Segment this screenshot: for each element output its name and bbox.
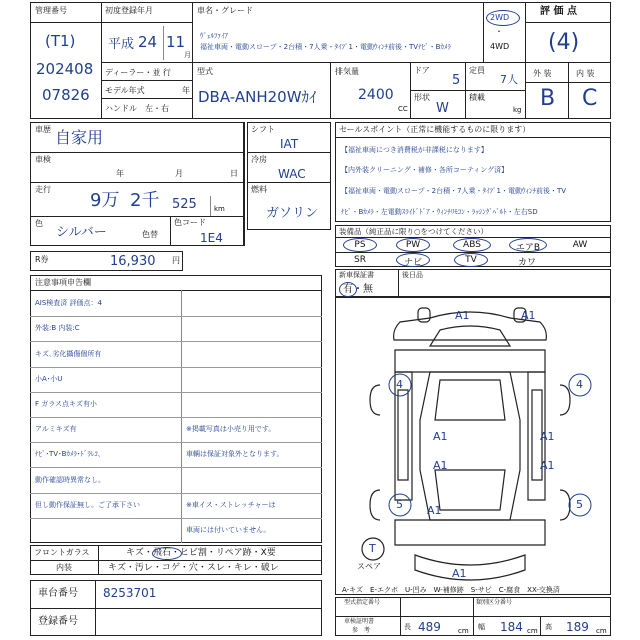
color-change-label: 色替 [142, 230, 158, 239]
dim-label-1: 型式指定番号 [344, 599, 381, 606]
reg-number-label: 登録番号 [38, 616, 78, 627]
type-label: 型式 [197, 67, 213, 76]
int-value: C [582, 86, 598, 111]
mgmt-num1: 202408 [36, 60, 94, 78]
note-line: アルミキズ有 [35, 425, 77, 434]
mileage-sen: 2千 [130, 190, 160, 211]
load-label: 積載 [469, 93, 485, 102]
mileage-label: 走行 [35, 185, 51, 194]
door-value: 5 [452, 73, 461, 88]
dealer-label: ディーラー・並 行 [105, 68, 171, 77]
dim-height-label: 高 [545, 623, 552, 631]
model-year-label: モデル年式 [105, 86, 145, 95]
dim-label-4: 参 考 [352, 627, 371, 634]
shaken-day: 日 [230, 169, 238, 178]
shape-value: W [436, 101, 449, 116]
mark-5: A1 [433, 430, 448, 443]
mark-12: A1 [452, 567, 467, 580]
mileage-man: 9万 [90, 190, 120, 211]
glass-interior-value: キズ・汚レ・コゲ・穴・スレ・キレ・破レ [108, 563, 279, 573]
mark-11: A1 [427, 504, 442, 517]
fuel-label: 燃料 [251, 185, 267, 194]
dim-len-label: 長 [404, 623, 411, 631]
color-code-label: 色コード [174, 218, 206, 227]
note-right-line: 車輌は保証対象外となります。 [186, 450, 284, 459]
handle-label: ハンドル 左・右 [105, 104, 169, 113]
sales-title: セールスポイント（正常に機能するものに限ります） [339, 125, 531, 134]
name-line1: ｳﾞｪﾙﾌｧｲｱ [200, 32, 228, 40]
note-line: F ガラス点キズ有小 [35, 400, 97, 408]
shape-label: 形状 [414, 93, 430, 102]
ac-value: WAC [278, 167, 306, 181]
eq-airbag: エアB [515, 243, 541, 253]
recycle-label: R券 [35, 255, 49, 264]
eq-pw: PW [405, 240, 421, 250]
displacement-label: 排気量 [335, 67, 359, 76]
dim-label-3: 車検証明書 [344, 618, 375, 625]
shaken-label: 車検 [35, 155, 51, 164]
dim-height-unit: cm [596, 627, 607, 635]
note-line: 外装:B 内装:C [35, 324, 80, 333]
spare-text: スペア [357, 562, 381, 571]
glass-front-value: キズ・飛石・ヒビ割・リペア跡・X要 [126, 548, 276, 558]
mileage-unit: km [214, 205, 225, 213]
mark-6: A1 [540, 430, 555, 443]
score-label: 評 価 点 [540, 6, 577, 17]
mark-2: A1 [521, 309, 536, 322]
shaken-month: 月 [175, 169, 183, 178]
usage-value: 自家用 [55, 128, 104, 147]
eq-abs: ABS [463, 240, 481, 250]
sales-line1: 【福祉車両につき消費税が非課税になります】 [341, 146, 488, 154]
mark-8: A1 [540, 459, 555, 472]
note-line: 小A･小U [35, 374, 63, 383]
mileage-rest: 525 [172, 197, 197, 212]
note-line: AIS検査済 評価点：4 [35, 299, 102, 308]
mark-7: A1 [433, 459, 448, 472]
name-line2: 福祉車両・電動スロープ・2台積・7人乗・ﾀｲﾌﾟ1・電動ｳｨﾝﾁ前後・TVﾅﾋﾞ・Bｶﾒﾗ [200, 43, 451, 51]
note-line: ﾅﾋﾞ･TV･Bｶﾒﾗ･ﾄﾞﾗﾚｺ､ [35, 450, 102, 459]
eq-ps: PS [354, 240, 366, 250]
chassis-label: 車台番号 [38, 588, 78, 599]
equipment-title: 装備品（純正品に限り○をつけてください） [339, 227, 489, 236]
shaken-year: 年 [116, 169, 124, 178]
reg-month: 11 [166, 33, 186, 51]
color-label: 色 [35, 219, 43, 228]
note-line: 動作確認時異常なし。 [35, 475, 105, 484]
ac-label: 冷房 [251, 155, 267, 164]
reg-month-unit: 月 [184, 51, 191, 59]
displacement-value: 2400 [358, 87, 394, 103]
type-value: DBA-ANH20Wｶｲ [198, 88, 317, 106]
spare-mark: T [369, 542, 376, 555]
recycle-unit: 円 [172, 256, 180, 265]
capacity-value: 7人 [500, 73, 518, 86]
reg-label: 初度登録年月 [105, 6, 153, 15]
eq-navi: ナビ [403, 258, 422, 268]
cert-later-label: 後日品 [402, 271, 423, 279]
cert-new-label: 新車保証書 [339, 271, 374, 279]
eq-aw: AW [572, 240, 588, 250]
score-value: (4) [548, 30, 580, 55]
notes-title: 注意事項申告欄 [35, 278, 91, 287]
door-label: ドア [414, 66, 430, 75]
fuel-value: ガソリン [266, 206, 319, 221]
sales-line4: ﾅﾋﾞ・Bｶﾒﾗ・左電動ｽﾗｲﾄﾞﾄﾞｱ・ｳｨﾝﾁﾘﾓｺﾝ・ﾗｯｼﾝｸﾞﾍﾞﾙﾄ・左右SD [341, 208, 538, 216]
eq-leather: カワ [517, 258, 536, 268]
mark-1: A1 [455, 309, 470, 322]
capacity-label: 定員 [469, 66, 485, 75]
color-code-value: 1E4 [200, 231, 223, 245]
recycle-value: 16,930 [110, 254, 156, 269]
sales-line3: 【福祉車両・電動スロープ・2台積・7人乗・ﾀｲﾌﾟ1・電動ｳｨﾝﾁ前後・TV [341, 187, 567, 195]
note-right-line: 車両には付いていません。 [186, 526, 271, 534]
glass-interior-label: 内装 [56, 563, 72, 572]
dim-height-value: 189 [566, 620, 589, 634]
ext-label: 外 装 [533, 69, 552, 78]
dim-label-2: 類別区分番号 [476, 599, 513, 606]
diagram-legend: A-キズ E-エクボ U-凹み W-補修跡 S-サビ C-腐食 XX-交換済 [342, 586, 560, 594]
color-value: シルバー [56, 225, 107, 240]
note-line: 但し動作保証無し。ご了承下さい [35, 500, 140, 509]
reg-era: 平成 [108, 37, 135, 52]
mgmt-t1: (T1) [45, 32, 76, 50]
dim-width-label: 幅 [478, 623, 485, 631]
shift-value: IAT [280, 137, 299, 151]
note-right-line: ※掲載写真は小売り用です。 [186, 425, 276, 434]
note-right-line: ※車イス・ストレッチャーは [186, 500, 276, 509]
eq-tv: TV [465, 255, 477, 265]
mark-4: 4 [576, 378, 583, 391]
mark-10: 5 [576, 498, 583, 511]
displacement-unit: CC [398, 105, 408, 113]
shift-label: シフト [251, 125, 275, 134]
dim-len-value: 489 [418, 620, 441, 634]
sales-line2: 【内外装クリーニング・補修・各所コーティング済】 [341, 166, 509, 174]
reg-year: 24 [138, 33, 158, 51]
dim-width-unit: cm [527, 627, 538, 635]
model-year-unit: 年 [182, 86, 190, 95]
drive-dot: ・ [495, 27, 503, 36]
drive-4wd: 4WD [490, 42, 510, 51]
usage-label: 車歴 [35, 125, 51, 134]
dim-len-unit: cm [458, 627, 469, 635]
chassis-value: 8253701 [103, 586, 157, 600]
dim-width-value: 184 [500, 620, 523, 634]
load-unit: kg [513, 106, 522, 114]
mgmt-label: 管理番号 [35, 6, 67, 15]
glass-front-label: フロントガラス [34, 548, 90, 557]
eq-sr: SR [354, 255, 366, 265]
drive-2wd: 2WD [490, 13, 510, 22]
name-label: 車名・グレード [197, 6, 253, 15]
mark-9: 5 [396, 498, 403, 511]
note-line: キズ､劣化攝傷個所有 [35, 349, 102, 358]
int-label: 内 装 [576, 69, 595, 78]
ext-value: B [540, 86, 556, 111]
cert-new-value: 有・無 [343, 284, 373, 295]
mgmt-num2: 07826 [42, 86, 90, 104]
mark-3: 4 [396, 378, 403, 391]
